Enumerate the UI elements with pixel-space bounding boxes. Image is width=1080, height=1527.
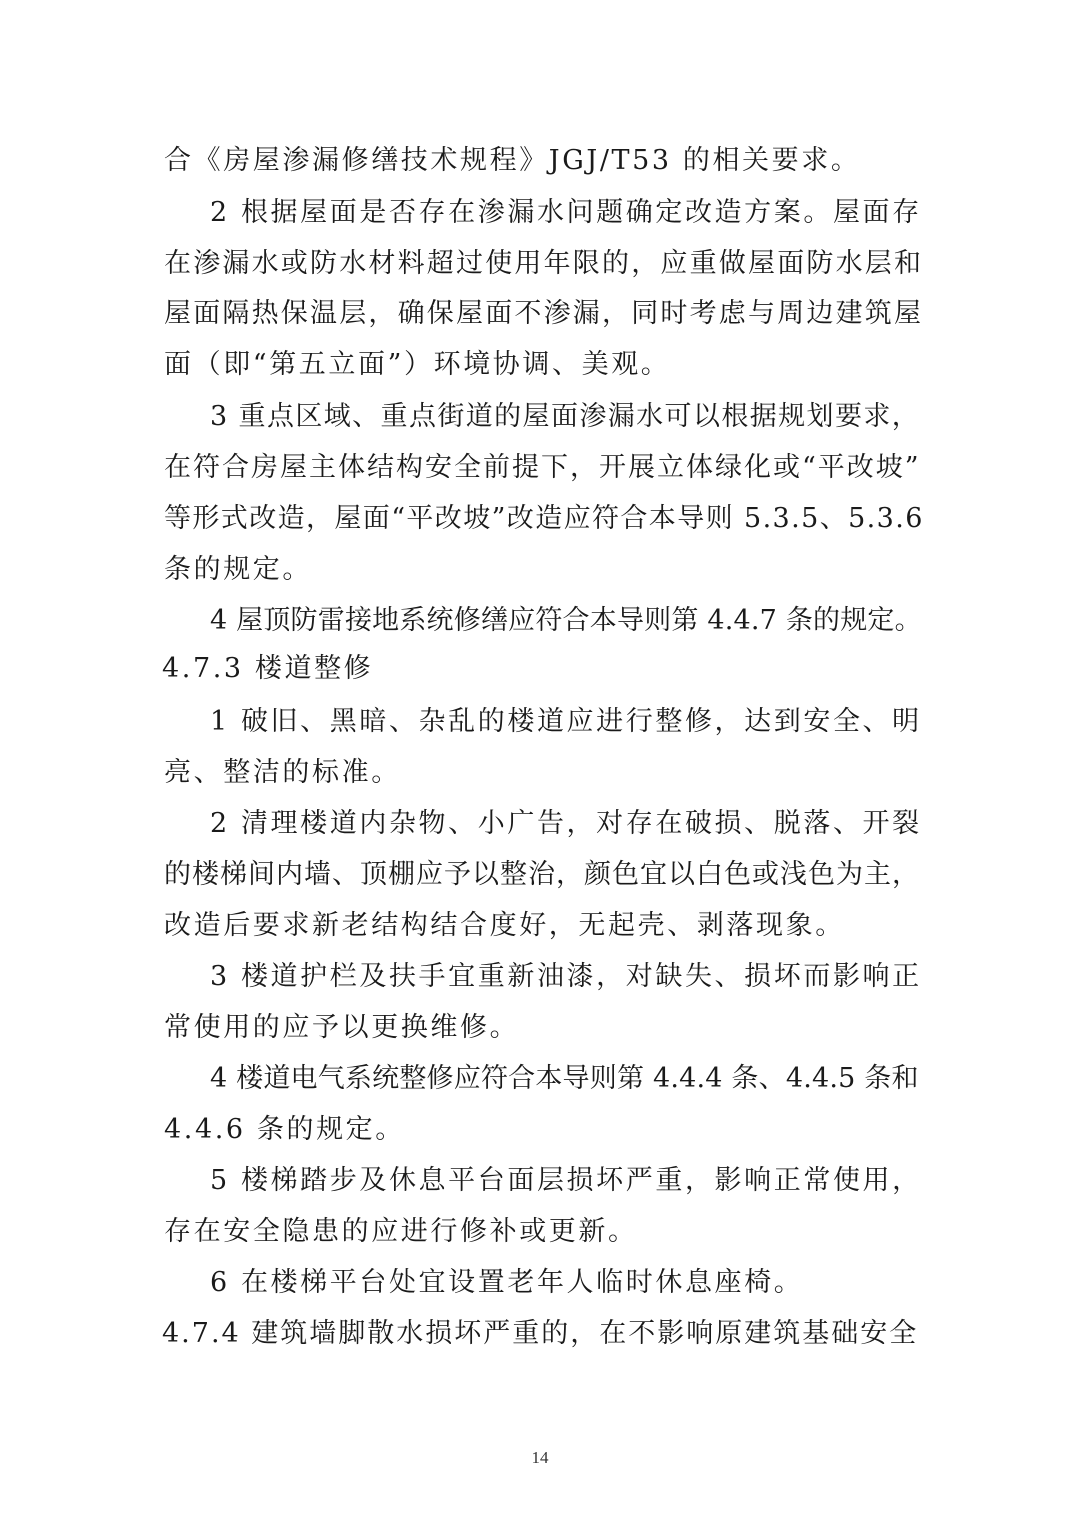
text-line: 屋面隔热保温层，确保屋面不渗漏，同时考虑与周边建筑屋 [164,298,924,329]
text-line: 2 根据屋面是否存在渗漏水问题确定改造方案。屋面存 [210,197,922,228]
text-line: 等形式改造，屋面“平改坡”改造应符合本导则 5.3.5、5.3.6 [164,503,924,534]
text-line: 在符合房屋主体结构安全前提下，开展立体绿化或“平改坡” [164,452,921,483]
text-line: 3 重点区域、重点街道的屋面渗漏水可以根据规划要求， [210,401,921,432]
text-line: 4 屋顶防雷接地系统修缮应符合本导则第 4.4.7 条的规定。 [210,605,922,636]
text-line: 面（即“第五立面”）环境协调、美观。 [164,349,671,380]
text-line: 在渗漏水或防水材料超过使用年限的，应重做屋面防水层和 [164,248,924,279]
text-line: 4.4.6 条的规定。 [164,1114,405,1145]
text-line: 合《房屋渗漏修缮技术规程》JGJ/T53 的相关要求。 [164,145,861,176]
text-line: 2 清理楼道内杂物、小广告，对存在破损、脱落、开裂 [210,808,922,839]
section-heading: 4.7.4 建筑墙脚散水损坏严重的，在不影响原建筑基础安全 [162,1318,919,1349]
text-line: 条的规定。 [164,554,312,585]
page-number: 14 [531,1448,549,1467]
text-line: 4 楼道电气系统整修应符合本导则第 4.4.4 条、4.4.5 条和 [210,1063,919,1094]
text-line: 亮、整洁的标准。 [164,757,401,788]
section-heading: 4.7.3 楼道整修 [162,653,374,684]
text-line: 6 在楼梯平台处宜设置老年人临时休息座椅。 [210,1267,804,1298]
text-line: 1 破旧、黑暗、杂乱的楼道应进行整修，达到安全、明 [210,706,922,737]
text-line: 3 楼道护栏及扶手宜重新油漆，对缺失、损坏而影响正 [210,961,922,992]
text-line: 常使用的应予以更换维修。 [164,1012,520,1043]
text-line: 改造后要求新老结构结合度好，无起壳、剥落现象。 [164,910,845,941]
text-line: 的楼梯间内墙、顶棚应予以整治，颜色宜以白色或浅色为主， [164,859,920,890]
text-line: 存在安全隐患的应进行修补或更新。 [164,1216,638,1247]
text-line: 5 楼梯踏步及休息平台面层损坏严重，影响正常使用， [210,1165,922,1196]
